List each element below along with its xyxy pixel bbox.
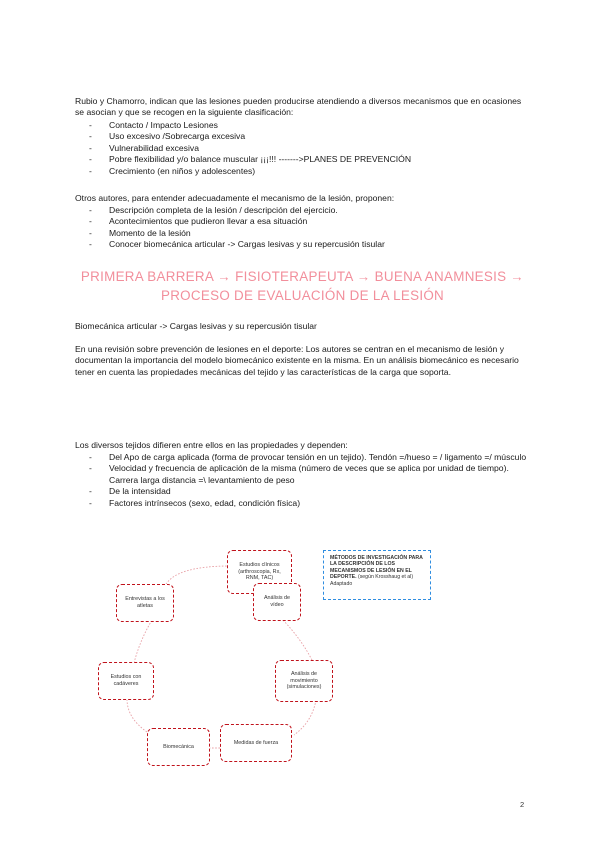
research-methods-box <box>323 550 431 600</box>
research-methods-box-source: (según Krosshaug et al) Adaptado <box>330 574 414 587</box>
tissues-list <box>75 452 530 509</box>
list-item: - Velocidad y frecuencia de aplicación de la misma (número de veces que se aplica por unidad de tiempo). Carrera larga distancia =\ levantamiento de peso <box>75 463 530 486</box>
list-item: - Pobre flexibilidad y/o balance muscular ¡¡¡!!! ------->PLANES DE PREVENCIÓN <box>75 154 530 165</box>
list-item: - Conocer biomecánica articular -> Cargas lesivas y su repercusión tisular <box>75 239 530 250</box>
connector-arc <box>165 566 230 586</box>
list-item: - Crecimiento (en niños y adolescentes) <box>75 166 530 177</box>
list-item: - Del Apo de carga aplicada (forma de provocar tensión en un tejido). Tendón =/hueso = / ligamento =/ músculo <box>75 452 530 463</box>
list-item: - Contacto / Impacto Lesiones <box>75 120 530 131</box>
list-item: - Momento de la lesión <box>75 228 530 239</box>
diagram-node-video-analysis: Análisis de vídeo <box>253 583 301 621</box>
diagram-node-force-measures: Medidas de fuerza <box>220 724 292 762</box>
list-item: - Vulnerabilidad excesiva <box>75 143 530 154</box>
tissues-paragraph: Los diversos tejidos difieren entre ellos en las propiedades y dependen: <box>75 440 348 450</box>
list-item: - Factores intrínsecos (sexo, edad, condición física) <box>75 498 530 509</box>
connector-arc <box>127 699 147 732</box>
biomech-paragraph: En una revisión sobre prevención de lesiones en el deporte: Los autores se centran en el mecanismo de lesión y documentan la importancia del modelo biomecánico existente en la misma. En un análisis biomecánico es necesario tener en cuenta las propiedades mecánicas del tejido y las características de la carga que soporta. <box>75 344 519 377</box>
diagram-node-clinical-studies: Estudios clínicos (arthroscopia, Rx, RNM, TAC) <box>227 550 292 594</box>
biomech-title: Biomecánica articular -> Cargas lesivas y su repercusión tisular <box>75 321 317 331</box>
list-item: - Uso excesivo /Sobrecarga excesiva <box>75 131 530 142</box>
mechanisms-list <box>75 120 530 177</box>
page-number: 2 <box>520 800 525 809</box>
proposals-list <box>75 205 530 251</box>
diagram-node-cadaver-studies: Estudios con cadáveres <box>98 662 154 700</box>
list-item: - Descripción completa de la lesión / descripción del ejercicio. <box>75 205 530 216</box>
list-item: - De la intensidad <box>75 486 530 497</box>
diagram-node-athlete-interviews: Entrevistas a los atletas <box>116 584 174 622</box>
diagram-node-biomechanics: Biomecánica <box>147 728 210 766</box>
list-item: - Acontecimientos que pudieron llevar a esa situación <box>75 216 530 227</box>
connector-arc <box>294 700 316 735</box>
highlight-heading-line1: PRIMERA BARRERA → FISIOTERAPEUTA → BUENA ANAMNESIS → <box>80 269 525 284</box>
diagram-node-motion-analysis: Análisis de movimiento (simulaciones) <box>275 660 333 702</box>
highlight-heading-line2: PROCESO DE EVALUACIÓN DE LA LESIÓN <box>160 288 445 303</box>
research-methods-box-bold: MÉTODOS DE INVESTIGACIÓN PARA LA DESCRIPCIÓN DE LOS MECANISMOS DE LESIÓN EN EL DEPORTE. <box>330 555 423 581</box>
others-paragraph: Otros autores, para entender adecuadamente el mecanismo de la lesión, proponen: <box>75 193 395 203</box>
intro-paragraph: Rubio y Chamorro, indican que las lesiones pueden producirse atendiendo a diversos mecanismos que en ocasiones se asocian y que se recogen en la siguiente clasificación: <box>75 96 522 118</box>
connector-arc <box>134 620 152 663</box>
connector-arc <box>283 620 313 662</box>
